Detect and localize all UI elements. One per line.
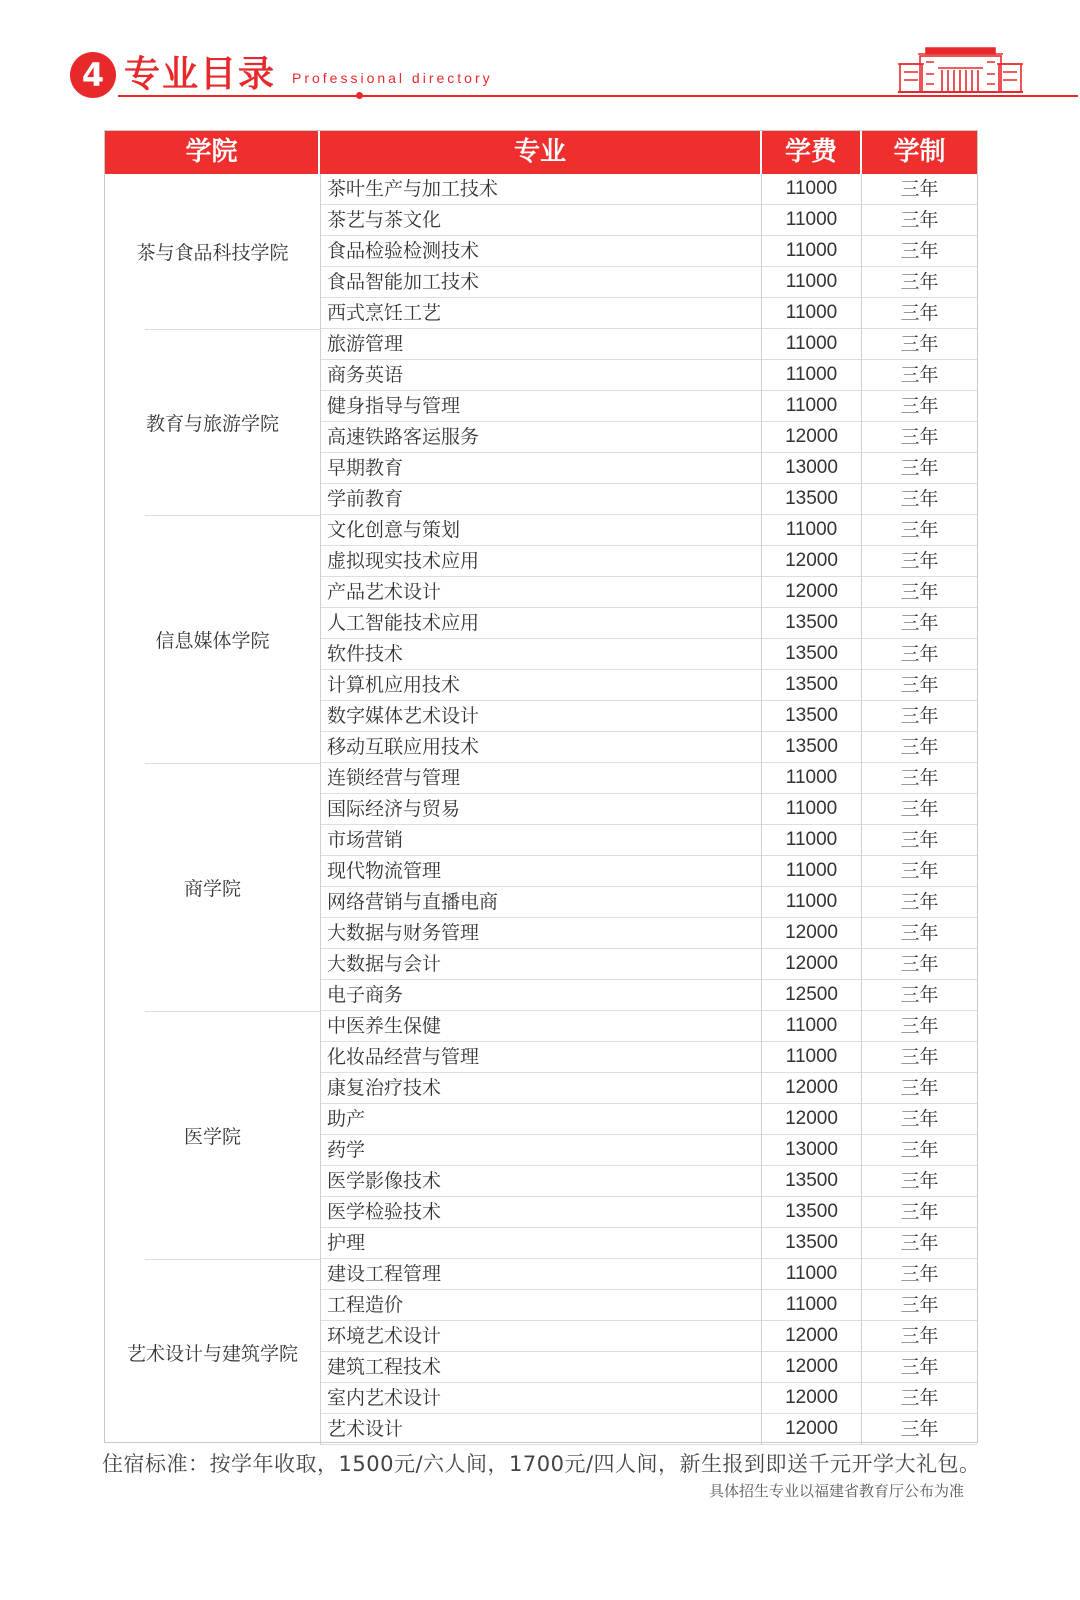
tuition-fee: 12000: [762, 1352, 862, 1383]
program-duration: 三年: [900, 1139, 939, 1161]
tuition-fee: 12500: [762, 980, 862, 1011]
table-row: [320, 856, 977, 887]
table-header-row: [105, 131, 977, 174]
tuition-fee: 13500: [762, 484, 862, 515]
table-row: [320, 205, 977, 236]
tuition-fee: 11000: [762, 1290, 862, 1321]
major-name: 旅游管理: [320, 329, 762, 360]
college-divider: [145, 329, 320, 330]
major-name: 康复治疗技术: [320, 1073, 762, 1104]
major-name: 食品智能加工技术: [320, 267, 762, 298]
program-duration: 三年: [900, 922, 939, 944]
table-row: [320, 701, 977, 732]
table-row: [320, 1259, 977, 1290]
header-divider-dot: [356, 92, 363, 99]
college-divider: [145, 515, 320, 516]
tuition-fee: 13500: [762, 670, 862, 701]
table-row: [320, 1166, 977, 1197]
table-row: [320, 1383, 977, 1414]
table-row: [320, 825, 977, 856]
table-row: [320, 949, 977, 980]
column-header-major: 专业: [320, 131, 762, 174]
major-name: 艺术设计: [320, 1414, 762, 1445]
major-name: 现代物流管理: [320, 856, 762, 887]
program-duration: 三年: [900, 550, 939, 572]
college-divider: [145, 1011, 320, 1012]
table-row: [320, 763, 977, 794]
program-duration: 三年: [900, 333, 939, 355]
section-number-badge: 4: [70, 52, 116, 98]
table-row: [320, 360, 977, 391]
college-cell: [105, 174, 320, 329]
tuition-fee: 11000: [762, 825, 862, 856]
program-duration: 三年: [900, 1108, 939, 1130]
tuition-fee: 11000: [762, 236, 862, 267]
table-row: [320, 484, 977, 515]
college-name: 商学院: [183, 877, 241, 900]
major-name: 健身指导与管理: [320, 391, 762, 422]
tuition-fee: 12000: [762, 1321, 862, 1352]
tuition-fee: 12000: [762, 546, 862, 577]
table-row: [320, 267, 977, 298]
program-duration: 三年: [900, 984, 939, 1006]
column-header-fee: 学费: [762, 131, 862, 174]
table-row: [320, 422, 977, 453]
program-duration: 三年: [900, 364, 939, 386]
tuition-fee: 11000: [762, 515, 862, 546]
tuition-fee: 12000: [762, 1414, 862, 1445]
table-row: [320, 1104, 977, 1135]
table-row: [320, 391, 977, 422]
major-name: 网络营销与直播电商: [320, 887, 762, 918]
tuition-fee: 11000: [762, 329, 862, 360]
tuition-fee: 11000: [762, 298, 862, 329]
tuition-fee: 11000: [762, 763, 862, 794]
program-duration: 三年: [900, 674, 939, 696]
tuition-fee: 11000: [762, 391, 862, 422]
tuition-fee: 13500: [762, 1197, 862, 1228]
tuition-fee: 13000: [762, 1135, 862, 1166]
program-duration: 三年: [900, 426, 939, 448]
college-name: 医学院: [183, 1125, 241, 1148]
tuition-fee: 13500: [762, 732, 862, 763]
table-row: [320, 670, 977, 701]
major-name: 大数据与财务管理: [320, 918, 762, 949]
program-duration: 三年: [900, 1077, 939, 1099]
tuition-fee: 11000: [762, 267, 862, 298]
tuition-fee: 11000: [762, 174, 862, 205]
tuition-fee: 11000: [762, 856, 862, 887]
major-name: 西式烹饪工艺: [320, 298, 762, 329]
program-duration: 三年: [900, 1015, 939, 1037]
table-row: [320, 453, 977, 484]
major-name: 食品检验检测技术: [320, 236, 762, 267]
program-duration: 三年: [900, 457, 939, 479]
college-name: 信息媒体学院: [155, 629, 270, 652]
major-name: 虚拟现实技术应用: [320, 546, 762, 577]
tuition-fee: 13500: [762, 639, 862, 670]
program-duration: 三年: [900, 953, 939, 975]
table-row: [320, 1228, 977, 1259]
major-name: 中医养生保健: [320, 1011, 762, 1042]
tuition-fee: 12000: [762, 1383, 862, 1414]
program-duration: 三年: [900, 643, 939, 665]
page-subtitle-en: Professional directory: [292, 70, 493, 86]
tuition-fee: 12000: [762, 918, 862, 949]
table-row: [320, 329, 977, 360]
major-name: 计算机应用技术: [320, 670, 762, 701]
major-name: 医学影像技术: [320, 1166, 762, 1197]
accommodation-note: 住宿标准：按学年收取，1500元/六人间，1700元/四人间，新生报到即送千元开学大礼包。: [102, 1452, 981, 1476]
major-name: 工程造价: [320, 1290, 762, 1321]
major-name: 数字媒体艺术设计: [320, 701, 762, 732]
major-name: 大数据与会计: [320, 949, 762, 980]
college-cell: [105, 329, 320, 515]
program-duration: 三年: [900, 1232, 939, 1254]
disclaimer-note: 具体招生专业以福建省教育厅公布为准: [708, 1482, 964, 1500]
tuition-fee: 13500: [762, 1228, 862, 1259]
table-row: [320, 980, 977, 1011]
major-name: 早期教育: [320, 453, 762, 484]
program-duration: 三年: [900, 178, 939, 200]
major-name: 助产: [320, 1104, 762, 1135]
major-name: 茶艺与茶文化: [320, 205, 762, 236]
program-duration: 三年: [900, 302, 939, 324]
college-divider: [145, 1259, 320, 1260]
program-duration: 三年: [900, 240, 939, 262]
college-name: 茶与食品科技学院: [136, 242, 289, 264]
program-duration: 三年: [900, 1046, 939, 1068]
program-duration: 三年: [900, 1387, 939, 1409]
table-row: [320, 1135, 977, 1166]
college-name: 艺术设计与建筑学院: [126, 1342, 298, 1365]
tuition-fee: 13500: [762, 608, 862, 639]
table-row: [320, 639, 977, 670]
major-name: 文化创意与策划: [320, 515, 762, 546]
program-duration: 三年: [900, 209, 939, 231]
program-duration: 三年: [900, 1294, 939, 1316]
major-name: 人工智能技术应用: [320, 608, 762, 639]
table-row: [320, 1073, 977, 1104]
program-duration: 三年: [900, 395, 939, 417]
program-duration: 三年: [900, 612, 939, 634]
major-directory-table: [104, 130, 978, 1443]
tuition-fee: 12000: [762, 1104, 862, 1135]
program-duration: 三年: [900, 271, 939, 293]
header-divider: [118, 95, 1078, 97]
table-row: [320, 236, 977, 267]
tuition-fee: 11000: [762, 205, 862, 236]
college-cell: [105, 515, 320, 763]
major-name: 环境艺术设计: [320, 1321, 762, 1352]
tuition-fee: 13000: [762, 453, 862, 484]
page-title: 专业目录: [124, 54, 277, 95]
program-duration: 三年: [900, 1418, 939, 1440]
major-name: 护理: [320, 1228, 762, 1259]
table-row: [320, 298, 977, 329]
tuition-fee: 11000: [762, 794, 862, 825]
college-name: 教育与旅游学院: [145, 412, 279, 435]
major-name: 商务英语: [320, 360, 762, 391]
table-row: [320, 732, 977, 763]
program-duration: 三年: [900, 736, 939, 758]
table-row: [320, 1414, 977, 1445]
major-name: 建设工程管理: [320, 1259, 762, 1290]
tuition-fee: 12000: [762, 1073, 862, 1104]
major-name: 医学检验技术: [320, 1197, 762, 1228]
table-row: [320, 546, 977, 577]
tuition-fee: 12000: [762, 577, 862, 608]
table-row: [320, 1042, 977, 1073]
tuition-fee: 11000: [762, 1259, 862, 1290]
table-row: [320, 1011, 977, 1042]
college-cell: [105, 1011, 320, 1259]
program-duration: 三年: [900, 581, 939, 603]
page-header: [0, 0, 1080, 110]
major-name: 产品艺术设计: [320, 577, 762, 608]
major-name: 化妆品经营与管理: [320, 1042, 762, 1073]
table-row: [320, 887, 977, 918]
table-row: [320, 577, 977, 608]
table-row: [320, 174, 977, 205]
tuition-fee: 11000: [762, 1042, 862, 1073]
college-divider: [145, 763, 320, 764]
tuition-fee: 11000: [762, 360, 862, 391]
table-row: [320, 794, 977, 825]
major-name: 建筑工程技术: [320, 1352, 762, 1383]
table-row: [320, 1197, 977, 1228]
column-header-college: 学院: [105, 131, 320, 174]
program-duration: 三年: [900, 519, 939, 541]
college-cell: [105, 1259, 320, 1445]
tuition-fee: 12000: [762, 422, 862, 453]
table-row: [320, 1290, 977, 1321]
campus-building-icon: [898, 40, 1023, 94]
major-name: 国际经济与贸易: [320, 794, 762, 825]
major-name: 茶叶生产与加工技术: [320, 174, 762, 205]
program-duration: 三年: [900, 829, 939, 851]
program-duration: 三年: [900, 767, 939, 789]
table-row: [320, 608, 977, 639]
program-duration: 三年: [900, 1263, 939, 1285]
tuition-fee: 13500: [762, 701, 862, 732]
table-row: [320, 918, 977, 949]
college-cell: [105, 763, 320, 1011]
program-duration: 三年: [900, 488, 939, 510]
major-name: 市场营销: [320, 825, 762, 856]
program-duration: 三年: [900, 705, 939, 727]
major-name: 移动互联应用技术: [320, 732, 762, 763]
table-row: [320, 515, 977, 546]
major-name: 高速铁路客运服务: [320, 422, 762, 453]
major-name: 学前教育: [320, 484, 762, 515]
major-name: 连锁经营与管理: [320, 763, 762, 794]
tuition-fee: 11000: [762, 887, 862, 918]
tuition-fee: 12000: [762, 949, 862, 980]
program-duration: 三年: [900, 1170, 939, 1192]
program-duration: 三年: [900, 1356, 939, 1378]
table-row: [320, 1352, 977, 1383]
program-duration: 三年: [900, 798, 939, 820]
program-duration: 三年: [900, 1325, 939, 1347]
tuition-fee: 11000: [762, 1011, 862, 1042]
major-name: 室内艺术设计: [320, 1383, 762, 1414]
major-name: 电子商务: [320, 980, 762, 1011]
program-duration: 三年: [900, 891, 939, 913]
program-duration: 三年: [900, 1201, 939, 1223]
table-row: [320, 1321, 977, 1352]
major-name: 药学: [320, 1135, 762, 1166]
tuition-fee: 13500: [762, 1166, 862, 1197]
major-name: 软件技术: [320, 639, 762, 670]
program-duration: 三年: [900, 860, 939, 882]
column-header-duration: 学制: [893, 137, 946, 167]
